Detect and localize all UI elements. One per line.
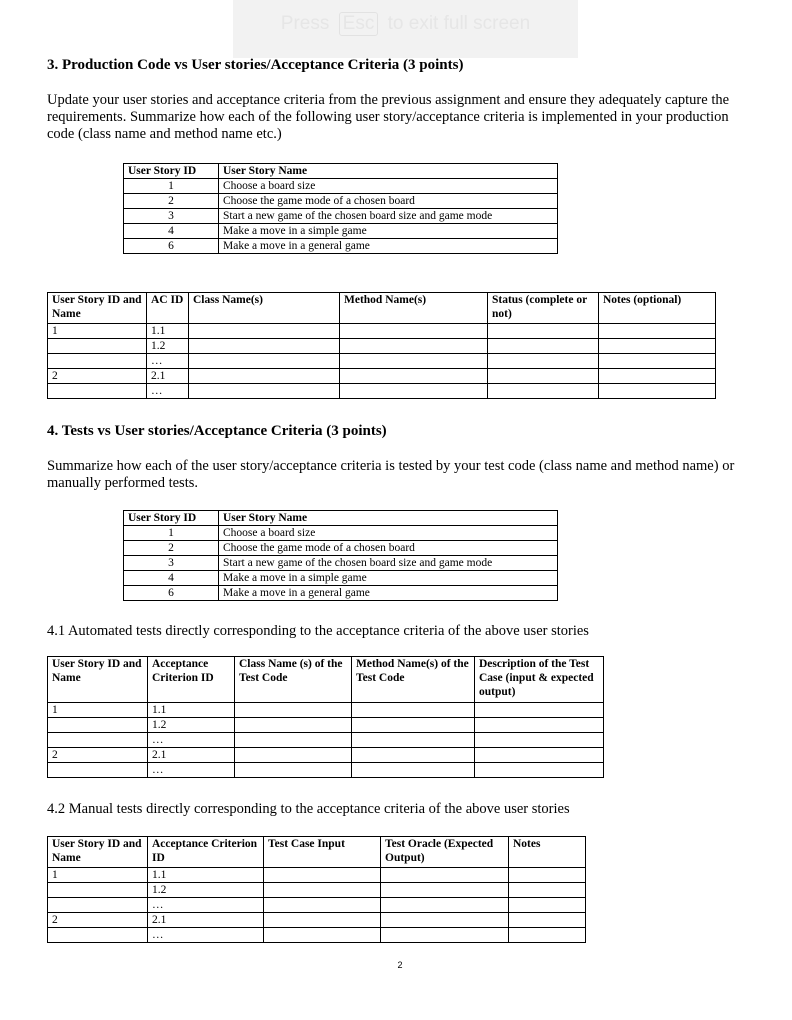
table-row xyxy=(48,748,604,763)
column-header: Test Case Input xyxy=(264,837,381,868)
empty-cell xyxy=(340,339,488,354)
empty-cell xyxy=(340,384,488,399)
empty-cell xyxy=(235,733,352,748)
story-name: Start a new game of the chosen board size and game mode xyxy=(219,556,558,571)
story-cell xyxy=(48,354,147,369)
empty-cell xyxy=(599,339,716,354)
empty-cell xyxy=(264,883,381,898)
empty-cell xyxy=(488,369,599,384)
story-name: Make a move in a simple game xyxy=(219,224,558,239)
table-row xyxy=(48,339,716,354)
hint-rest: to exit full screen xyxy=(387,13,531,34)
section3-heading: 3. Production Code vs User stories/Acceptance Criteria (3 points) xyxy=(47,57,464,73)
empty-cell xyxy=(488,384,599,399)
empty-cell xyxy=(340,369,488,384)
table-row xyxy=(48,354,716,369)
empty-cell xyxy=(599,324,716,339)
column-header: User Story ID and Name xyxy=(48,657,148,703)
story-cell xyxy=(48,718,148,733)
table-row xyxy=(48,868,586,883)
section4-heading: 4. Tests vs User stories/Acceptance Criteria (3 points) xyxy=(47,423,387,439)
story-cell: 2 xyxy=(48,913,148,928)
section4-user-stories-table xyxy=(123,510,558,601)
table-row xyxy=(124,526,558,541)
ac-cell: 1.1 xyxy=(148,703,235,718)
empty-cell xyxy=(381,898,509,913)
story-name: Make a move in a general game xyxy=(219,239,558,254)
table-row xyxy=(48,703,604,718)
table-row xyxy=(48,324,716,339)
story-id: 6 xyxy=(124,586,219,601)
automated-tests-title: 4.1 Automated tests directly corresponding to the acceptance criteria of the above user stories xyxy=(47,623,589,639)
table-row xyxy=(124,586,558,601)
story-cell xyxy=(48,733,148,748)
empty-cell xyxy=(509,868,586,883)
story-name: Make a move in a general game xyxy=(219,586,558,601)
ac-cell: 1.2 xyxy=(147,339,189,354)
column-header: Notes (optional) xyxy=(599,293,716,324)
table-row xyxy=(48,928,586,943)
empty-cell xyxy=(264,898,381,913)
ac-cell: 1.2 xyxy=(148,883,264,898)
empty-cell xyxy=(340,324,488,339)
column-header: Class Name(s) xyxy=(189,293,340,324)
column-header: Method Name(s) of the Test Code xyxy=(352,657,475,703)
section3-user-stories-table xyxy=(123,163,558,254)
story-name: Make a move in a simple game xyxy=(219,571,558,586)
empty-cell xyxy=(475,748,604,763)
story-cell xyxy=(48,384,147,399)
ac-cell: … xyxy=(147,384,189,399)
empty-cell xyxy=(235,763,352,778)
empty-cell xyxy=(235,718,352,733)
ac-cell: 2.1 xyxy=(148,748,235,763)
table-row xyxy=(124,541,558,556)
column-header: Acceptance Criterion ID xyxy=(148,837,264,868)
story-name: Choose a board size xyxy=(219,526,558,541)
section3-paragraph: Update your user stories and acceptance criteria from the previous assignment and ensure they adequately capture the requirements. Summarize how each of the following user story/acceptance criteria is implemented in your production code (class name and method name etc.) xyxy=(47,92,730,142)
empty-cell xyxy=(352,748,475,763)
story-cell: 2 xyxy=(48,748,148,763)
story-id: 1 xyxy=(124,526,219,541)
empty-cell xyxy=(352,703,475,718)
empty-cell xyxy=(475,718,604,733)
empty-cell xyxy=(509,898,586,913)
table-row xyxy=(48,733,604,748)
column-header: User Story Name xyxy=(219,511,558,526)
column-header: Class Name (s) of the Test Code xyxy=(235,657,352,703)
ac-cell: 1.1 xyxy=(147,324,189,339)
story-cell xyxy=(48,898,148,913)
story-id: 3 xyxy=(124,209,219,224)
section3-implementation-table xyxy=(47,292,716,399)
empty-cell xyxy=(488,354,599,369)
story-cell: 1 xyxy=(48,868,148,883)
column-header: Acceptance Criterion ID xyxy=(148,657,235,703)
fullscreen-exit-banner xyxy=(233,0,578,58)
empty-cell xyxy=(475,733,604,748)
column-header: User Story ID xyxy=(124,164,219,179)
column-header: AC ID xyxy=(147,293,189,324)
empty-cell xyxy=(381,913,509,928)
table-row xyxy=(48,883,586,898)
esc-key-badge: Esc xyxy=(339,12,379,36)
story-id: 2 xyxy=(124,194,219,209)
empty-cell xyxy=(509,913,586,928)
empty-cell xyxy=(488,339,599,354)
empty-cell xyxy=(235,703,352,718)
story-id: 2 xyxy=(124,541,219,556)
page-number: 2 xyxy=(397,960,403,970)
story-cell: 2 xyxy=(48,369,147,384)
story-name: Choose the game mode of a chosen board xyxy=(219,541,558,556)
empty-cell xyxy=(189,384,340,399)
ac-cell: … xyxy=(148,733,235,748)
column-header: Notes xyxy=(509,837,586,868)
table-row xyxy=(48,369,716,384)
empty-cell xyxy=(352,733,475,748)
story-name: Choose a board size xyxy=(219,179,558,194)
empty-cell xyxy=(189,339,340,354)
column-header: Status (complete or not) xyxy=(488,293,599,324)
table-row xyxy=(124,239,558,254)
empty-cell xyxy=(509,928,586,943)
empty-cell xyxy=(381,868,509,883)
empty-cell xyxy=(599,384,716,399)
table-row xyxy=(48,384,716,399)
column-header: User Story ID and Name xyxy=(48,293,147,324)
empty-cell xyxy=(189,369,340,384)
story-cell: 1 xyxy=(48,324,147,339)
ac-cell: 1.2 xyxy=(148,718,235,733)
column-header: Description of the Test Case (input & expected output) xyxy=(475,657,604,703)
empty-cell xyxy=(264,913,381,928)
section4-paragraph: Summarize how each of the user story/acceptance criteria is tested by your test code (class name and method name) or manually performed tests. xyxy=(47,458,735,491)
empty-cell xyxy=(475,763,604,778)
story-id: 4 xyxy=(124,571,219,586)
ac-cell: … xyxy=(148,898,264,913)
empty-cell xyxy=(599,354,716,369)
ac-cell: 1.1 xyxy=(148,868,264,883)
ac-cell: … xyxy=(148,763,235,778)
table-row xyxy=(48,718,604,733)
table-row xyxy=(124,209,558,224)
empty-cell xyxy=(352,763,475,778)
story-cell: 1 xyxy=(48,703,148,718)
ac-cell: 2.1 xyxy=(148,913,264,928)
empty-cell xyxy=(475,703,604,718)
column-header: User Story ID and Name xyxy=(48,837,148,868)
ac-cell: … xyxy=(147,354,189,369)
ac-cell: … xyxy=(148,928,264,943)
manual-tests-title: 4.2 Manual tests directly corresponding to the acceptance criteria of the above user stories xyxy=(47,801,570,817)
column-header: User Story ID xyxy=(124,511,219,526)
story-cell xyxy=(48,339,147,354)
empty-cell xyxy=(381,883,509,898)
table-row xyxy=(124,224,558,239)
table-row xyxy=(48,898,586,913)
hint-press: Press xyxy=(280,13,330,34)
story-name: Start a new game of the chosen board size and game mode xyxy=(219,209,558,224)
story-cell xyxy=(48,763,148,778)
automated-tests-table xyxy=(47,656,604,778)
fullscreen-exit-hint xyxy=(233,12,578,36)
story-name: Choose the game mode of a chosen board xyxy=(219,194,558,209)
table-row xyxy=(48,763,604,778)
story-id: 4 xyxy=(124,224,219,239)
empty-cell xyxy=(488,324,599,339)
manual-tests-table xyxy=(47,836,586,943)
column-header: Test Oracle (Expected Output) xyxy=(381,837,509,868)
empty-cell xyxy=(264,868,381,883)
empty-cell xyxy=(235,748,352,763)
empty-cell xyxy=(189,324,340,339)
empty-cell xyxy=(189,354,340,369)
table-row xyxy=(124,179,558,194)
table-row xyxy=(48,913,586,928)
empty-cell xyxy=(381,928,509,943)
empty-cell xyxy=(509,883,586,898)
story-id: 6 xyxy=(124,239,219,254)
table-row xyxy=(124,571,558,586)
story-id: 1 xyxy=(124,179,219,194)
story-cell xyxy=(48,883,148,898)
story-cell xyxy=(48,928,148,943)
ac-cell: 2.1 xyxy=(147,369,189,384)
column-header: User Story Name xyxy=(219,164,558,179)
empty-cell xyxy=(340,354,488,369)
empty-cell xyxy=(352,718,475,733)
table-row xyxy=(124,194,558,209)
empty-cell xyxy=(599,369,716,384)
column-header: Method Name(s) xyxy=(340,293,488,324)
empty-cell xyxy=(264,928,381,943)
story-id: 3 xyxy=(124,556,219,571)
table-row xyxy=(124,556,558,571)
